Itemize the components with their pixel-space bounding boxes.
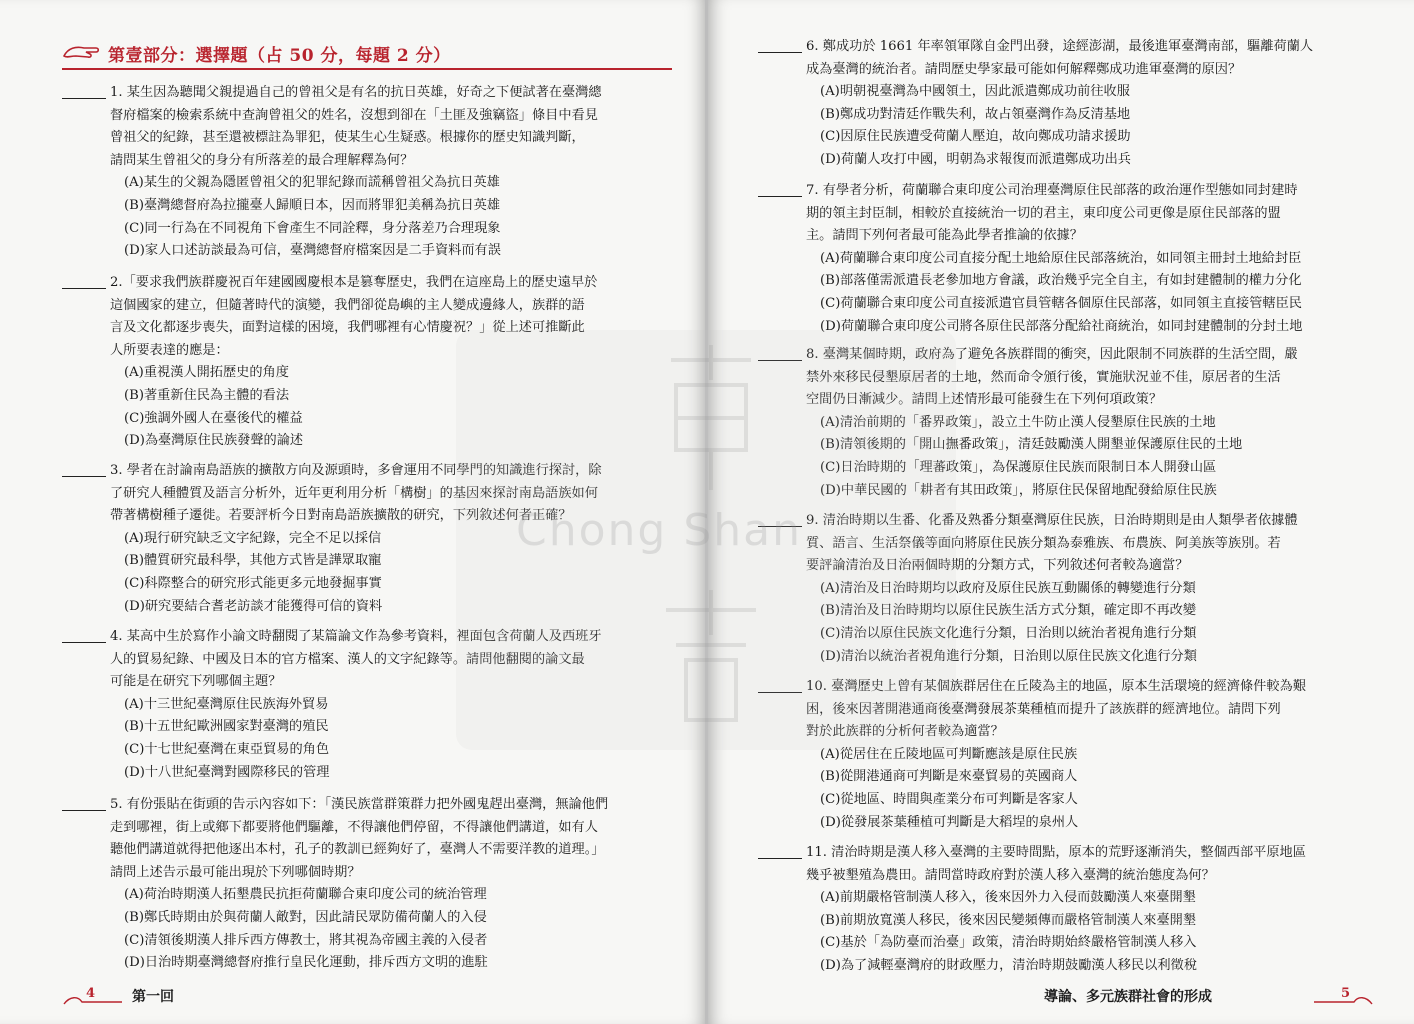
question-line: 請問上述告示最可能出現於下列哪個時期？: [110, 864, 361, 880]
option-a: (A)荷治時期漢人拓墾農民抗拒荷蘭聯合東印度公司的統治管理: [124, 887, 487, 903]
question-line: 7. 有學者分析，荷蘭聯合東印度公司治理臺灣原住民部落的政治運作型態如同封建時: [806, 183, 1298, 198]
option-a: (A)前期嚴格管制漢人移入，後來因外力入侵而鼓勵漢人來臺開墾: [820, 890, 1196, 906]
option-b: (B)清治及日治時期均以原住民族生活方式分類，確定即不再改變: [820, 603, 1197, 619]
option-b: (B)十五世紀歐洲國家對臺灣的殖民: [124, 719, 329, 735]
option-a: (A)十三世紀臺灣原住民族海外貿易: [124, 696, 329, 712]
footer-label: 第一回: [132, 989, 174, 1005]
question-line: 曾祖父的紀錄，甚至還被標註為罪犯，使某生心生疑惑。根據你的歷史知識判斷，: [110, 130, 585, 146]
footer-label: 導論、多元族群社會的形成: [1044, 989, 1212, 1005]
option-c: (C)清治以原住民族文化進行分類，日治則以統治者視角進行分類: [820, 625, 1197, 641]
question-line: 4. 某高中生於寫作小論文時翻閱了某篇論文作為參考資料，裡面包含荷蘭人及西班牙: [110, 629, 602, 644]
footer-ornament-icon: [1254, 994, 1374, 1008]
question-line: 走到哪裡，街上或鄉下都要將他們驅離，不得讓他們停留，不得讓他們講道，如有人: [110, 819, 598, 835]
option-c: (C)十七世紀臺灣在東亞貿易的角色: [124, 741, 330, 757]
option-a: (A)清治及日治時期均以政府及原住民族互動關係的轉變進行分類: [820, 580, 1196, 596]
answer-blank: [758, 526, 802, 527]
left-page: [0, 0, 706, 1024]
option-a: (A)荷蘭聯合東印度公司直接分配土地給原住民部落統治，如同領主冊封土地給封臣: [820, 250, 1302, 266]
right-page: [708, 0, 1414, 1024]
question-line: 質、語言、生活祭儀等面向將原住民族分類為泰雅族、布農族、阿美族等族別。若: [806, 535, 1281, 551]
question-line: 可能是在研究下列哪個主題？: [110, 674, 282, 690]
section-header: [62, 38, 672, 70]
option-a: (A)清治前期的「番界政策」，設立土牛防止漢人侵墾原住民族的土地: [820, 414, 1216, 430]
page-number: 5: [1340, 986, 1350, 1001]
question-line: 9. 清治時期以生番、化番及熟番分類臺灣原住民族，日治時期則是由人類學者依據體: [806, 513, 1298, 528]
question-line: 請問某生曾祖父的身分有所落差的最合理解釋為何？: [110, 152, 414, 168]
question-line: 1. 某生因為聽聞父親提過自己的曾祖父是有名的抗日英雄，好奇之下便試著在臺灣總: [110, 85, 602, 100]
option-c: (C)同一行為在不同視角下會產生不同詮釋，身分落差乃合理現象: [124, 220, 501, 236]
question-line: 言及文化都逐步喪失，面對這樣的困境，我們哪裡有心情慶祝？」從上述可推斷此: [110, 320, 585, 336]
option-a: (A)從居住在丘陵地區可判斷應該是原住民族: [820, 746, 1078, 762]
question-line: 3. 學者在討論南島語族的擴散方向及源頭時，多會運用不同學門的知識進行探討，除: [110, 463, 602, 478]
option-c: (C)強調外國人在臺後代的權益: [124, 410, 303, 426]
answer-blank: [758, 858, 802, 859]
question-line: 主。請問下列何者最可能為此學者推論的依據？: [806, 228, 1083, 244]
watermark-text: Chong Shan: [516, 505, 802, 556]
answer-blank: [758, 692, 802, 693]
question-line: 人的貿易紀錄、中國及日本的官方檔案、漢人的文字紀錄等。請問他翻閱的論文最: [110, 651, 585, 667]
question-line: 了研究人種體質及語言分析外，近年更利用分析「構樹」的基因來探討南島語族如何: [110, 485, 598, 501]
option-a: (A)明朝視臺灣為中國領土，因此派遣鄭成功前往收服: [820, 84, 1130, 100]
question-line: 成為臺灣的統治者。請問歷史學家最可能如何解釋鄭成功進軍臺灣的原因？: [806, 61, 1242, 77]
option-d: (D)十八世紀臺灣對國際移民的管理: [124, 764, 330, 780]
option-b: (B)鄭成功對清廷作戰失利，故占領臺灣作為反清基地: [820, 106, 1131, 122]
option-b: (B)體質研究最科學，其他方式皆是譁眾取寵: [124, 553, 382, 569]
section-title: 第壹部分：選擇題（占 50 分，每題 2 分）: [108, 46, 451, 66]
question-line: 對於此族群的分析何者較為適當？: [806, 724, 1004, 740]
option-d: (D)荷蘭聯合東印度公司將各原住民部落分配給社商統治，如同封建體制的分封土地: [820, 318, 1303, 334]
option-b: (B)前期放寬漢人移民，後來因民變頻傳而嚴格管制漢人來臺開墾: [820, 912, 1197, 928]
option-b: (B)從開港通商可判斷是來臺貿易的英國商人: [820, 769, 1078, 785]
question-line: 這個國家的建立，但隨著時代的演變，我們卻從島嶼的主人變成邊緣人，族群的語: [110, 297, 585, 313]
option-b: (B)清領後期的「開山撫番政策」，清廷鼓勵漢人開墾並保護原住民的土地: [820, 437, 1243, 453]
answer-blank: [62, 98, 106, 99]
option-d: (D)荷蘭人攻打中國，明朝為求報復而派遣鄭成功出兵: [820, 151, 1131, 167]
question-line: 幾乎被墾殖為農田。請問當時政府對於漢人移入臺灣的統治態度為何？: [806, 867, 1215, 883]
answer-blank: [62, 810, 106, 811]
option-d: (D)家人口述訪談最為可信，臺灣總督府檔案因是二手資料而有誤: [124, 243, 501, 259]
answer-blank: [758, 196, 802, 197]
question-line: 11. 清治時期是漢人移入臺灣的主要時間點，原本的荒野逐漸消失，整個西部平原地區: [806, 845, 1306, 860]
answer-blank: [758, 360, 802, 361]
option-d: (D)中華民國的「耕者有其田政策」，將原住民保留地配發給原住民族: [820, 482, 1217, 498]
option-c: (C)科際整合的研究形式能更多元地發掘事實: [124, 575, 382, 591]
question-line: 6. 鄭成功於 1661 年率領軍隊自金門出發，途經澎湖，最後進軍臺灣南部，驅離荷蘭人: [806, 39, 1314, 54]
option-c: (C)從地區、時間與產業分布可判斷是客家人: [820, 791, 1078, 807]
option-c: (C)日治時期的「理蕃政策」，為保護原住民族而限制日本人開發山區: [820, 459, 1217, 475]
question-line: 5. 有份張貼在街頭的告示內容如下：「漢民族當群策群力把外國鬼趕出臺灣，無論他們: [110, 797, 609, 812]
option-c: (C)基於「為防臺而治臺」政策，清治時期始終嚴格管制漢人移入: [820, 935, 1197, 951]
option-b: (B)臺灣總督府為拉攏臺人歸順日本，因而將罪犯美稱為抗日英雄: [124, 197, 501, 213]
option-c: (C)清領後期漢人排斥西方傳教士，將其視為帝國主義的入侵者: [124, 932, 488, 948]
question-line: 督府檔案的檢索系統中查詢曾祖父的姓名，沒想到卻在「土匪及強竊盜」條目中看見: [110, 107, 598, 123]
question-line: 人所要表達的應是：: [110, 342, 229, 358]
option-d: (D)從發展茶葉種植可判斷是大稻埕的泉州人: [820, 814, 1079, 830]
left-page-footer: [62, 986, 312, 1012]
option-b: (B)鄭氏時期由於與荷蘭人敵對，因此請民眾防備荷蘭人的入侵: [124, 909, 487, 925]
question-line: 帶著構樹種子遷徙。若要評析今日對南島語族擴散的研究，下列敘述何者正確？: [110, 508, 572, 524]
right-page-footer: [1044, 986, 1374, 1012]
question-line: 禁外來移民侵墾原居者的土地，然而命令頒行後，實施狀況並不佳，原居者的生活: [806, 369, 1281, 385]
question-line: 聽他們講道就得把他逐出本村，孔子的教訓已經夠好了，臺灣人不需要洋教的道理。」: [110, 842, 605, 858]
answer-blank: [62, 642, 106, 643]
page-number: 4: [86, 986, 96, 1001]
question-line: 要評論清治及日治兩個時期的分類方式，下列敘述何者較為適當？: [806, 558, 1189, 574]
option-c: (C)因原住民族遭受荷蘭人壓迫，故向鄭成功請求援助: [820, 129, 1131, 145]
option-d: (D)清治以統治者視角進行分類，日治則以原住民族文化進行分類: [820, 648, 1197, 664]
option-b: (B)著重新住民為主體的看法: [124, 387, 290, 403]
option-d: (D)為臺灣原住民族發聲的論述: [124, 433, 304, 449]
option-c: (C)荷蘭聯合東印度公司直接派遣官員管轄各個原住民部落，如同領主直接管轄臣民: [820, 295, 1302, 311]
question-line: 2.「要求我們族群慶祝百年建國國慶根本是篡奪歷史，我們在這座島上的歷史遠早於: [110, 275, 598, 290]
answer-blank: [758, 52, 802, 53]
question-line: 8. 臺灣某個時期，政府為了避免各族群間的衝突，因此限制不同族群的生活空間，嚴: [806, 347, 1298, 362]
option-a: (A)重視漢人開拓歷史的角度: [124, 365, 289, 381]
option-d: (D)為了減輕臺灣府的財政壓力，清治時期鼓勵漢人移民以利徵稅: [820, 957, 1197, 973]
answer-blank: [62, 476, 106, 477]
question-line: 10. 臺灣歷史上曾有某個族群居住在丘陵為主的地區，原本生活環境的經濟條件較為艱: [806, 679, 1306, 694]
question-line: 空間仍日漸減少。請問上述情形最可能發生在下列何項政策？: [806, 392, 1163, 408]
option-a: (A)某生的父親為隱匿曾祖父的犯罪紀錄而謊稱曾祖父為抗日英雄: [124, 175, 500, 191]
option-b: (B)部落僅需派遣長老參加地方會議，政治幾乎完全自主，有如封建體制的權力分化: [820, 273, 1302, 289]
pointing-hand-icon: [62, 42, 100, 62]
question-line: 期的領主封臣制，相較於直接統治一切的君主，東印度公司更像是原住民部落的盟: [806, 205, 1281, 221]
question-line: 困，後來因著開港通商後臺灣發展茶葉種植而提升了該族群的經濟地位。請問下列: [806, 701, 1281, 717]
option-a: (A)現行研究缺乏文字紀錄，完全不足以採信: [124, 530, 382, 546]
answer-blank: [62, 288, 106, 289]
option-d: (D)研究要結合耆老訪談才能獲得可信的資料: [124, 598, 383, 614]
option-d: (D)日治時期臺灣總督府推行皇民化運動，排斥西方文明的進駐: [124, 955, 488, 971]
